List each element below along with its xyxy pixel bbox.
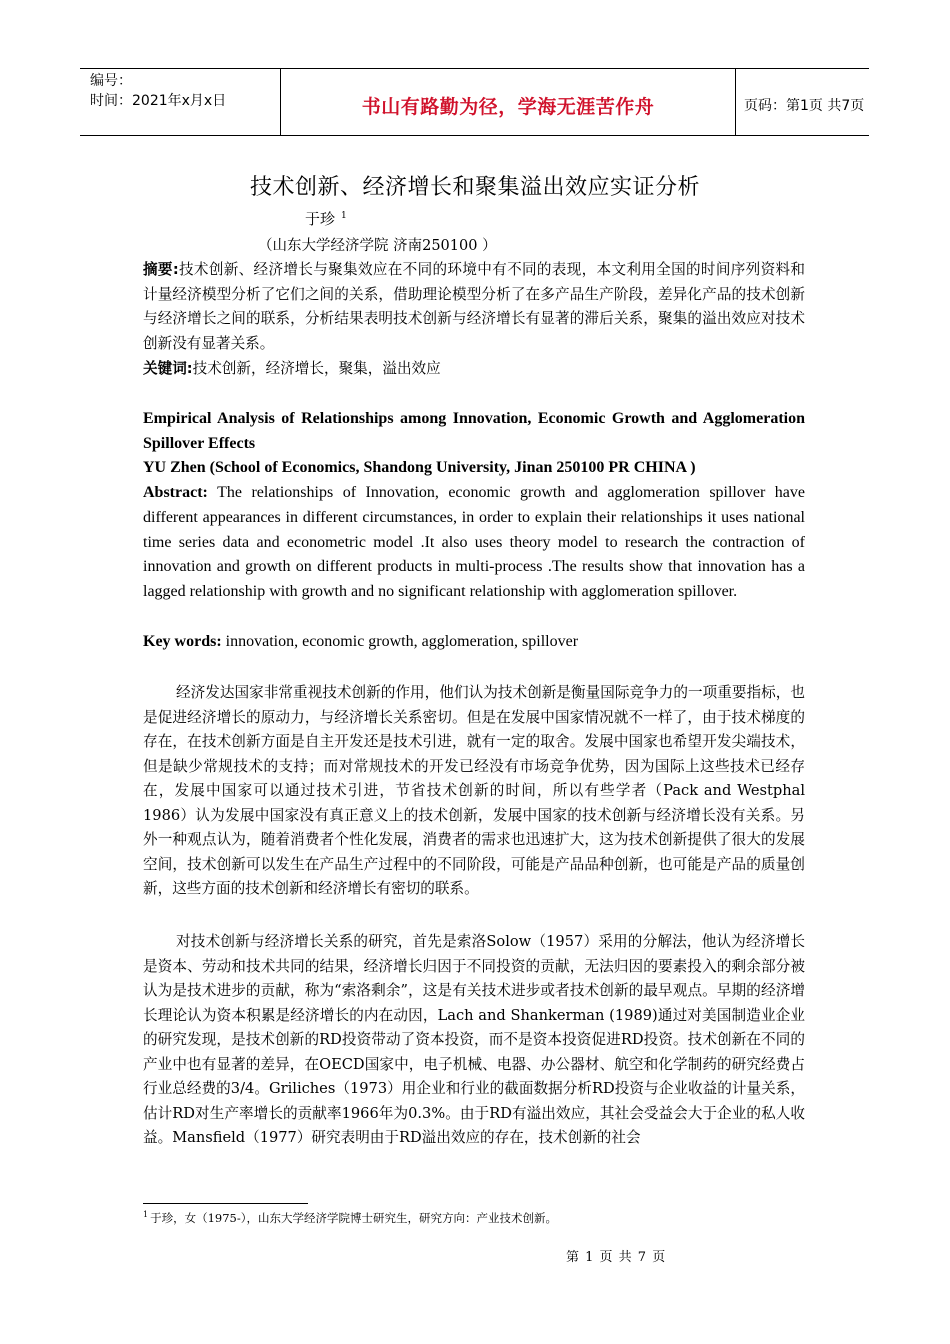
footnote-divider	[143, 1203, 308, 1204]
abstract-en	[143, 481, 805, 605]
footnote-mark: 1	[143, 1210, 149, 1220]
paper-affiliation: （山东大学经济学院 济南250100 ）	[258, 238, 497, 254]
english-title: Empirical Analysis of Relationships among Innovation, Economic Growth and Agglomeration Spillover Effects	[143, 410, 805, 452]
keywords-en-text: innovation, economic growth, agglomeration, spillover	[221, 633, 579, 650]
keywords-zh	[143, 357, 805, 382]
author-footnote-mark: 1	[341, 211, 347, 221]
abstract-en-label: Abstract:	[143, 484, 208, 501]
keywords-en	[143, 630, 805, 655]
header-code-label: 编号：	[90, 73, 132, 89]
body-paragraph-1-text: 经济发达国家非常重视技术创新的作用，他们认为技术创新是衡量国际竞争力的一项重要指标，也是促进经济增长的原动力，与经济增长关系密切。但是在发展中国家情况就不一样了，由于技术梯度的存在，在技术创新方面是自主开发还是技术引进，就有一定的取舍。发展中国家也希望开发尖端技术，但是缺少常规技术的支持；而对常规技术的开发已经没有市场竞争优势，因为国际上这些技术已经存在，发展中国家可以通过技术引进，节省技术创新的时间，所以有些学者（Pack and Westphal 1986）认为发展中国家没有真正意义上的技术创新，发展中国家的技术创新与经济增长没有关系。另外一种观点认为，随着消费者个性化发展，消费者的需求也迅速扩大，这为技术创新提供了很大的发展空间，技术创新可以发生在产品生产过程中的不同阶段，可能是产品品种创新，也可能是产品的质量创新，这些方面的技术创新和经济增长有密切的联系。	[143, 684, 805, 897]
page-number: 第 1 页 共 7 页	[566, 1250, 667, 1265]
author-name: 于珍	[305, 210, 336, 228]
page-header	[80, 68, 869, 136]
header-motto-cell	[280, 69, 736, 135]
abstract-en-text: The relationships of Innovation, economic growth and agglomeration spillover have different appearances in different circumstances, in order to explain their relationships it uses national time series data and econometric model .It also uses theory model to research the contraction of innovation and growth on different products in multi-process .The results show that innovation has a lagged relationship with growth and no significant relationship with agglomeration spillover.	[143, 484, 805, 601]
header-meta-cell	[80, 69, 280, 135]
paper-title: 技术创新、经济增长和聚集溢出效应实证分析	[249, 175, 700, 200]
keywords-zh-label: 关键词:	[143, 360, 193, 377]
body-paragraph-2	[143, 930, 805, 1151]
keywords-zh-text: 技术创新，经济增长，聚集，溢出效应	[192, 360, 441, 377]
header-motto: 书山有路勤为径，学海无涯苦作舟	[361, 95, 655, 118]
abstract-zh	[143, 258, 805, 356]
keywords-en-label: Key words:	[143, 633, 222, 650]
abstract-zh-label: 摘要:	[143, 261, 179, 278]
body-paragraph-2-text: 对技术创新与经济增长关系的研究，首先是索洛Solow（1957）采用的分解法，他认为经济增长是资本、劳动和技术共同的结果，经济增长归因于不同投资的贡献，无法归因的要素投入的剩余部分被认为是技术进步的贡献，称为“索洛剩余”，这是有关技术进步或者技术创新的最早观点。早期的经济增长理论认为资本积累是经济增长的内在动因，Lach and Shankerman (1989)通过对美国制造业企业的研究发现，是技术创新的RD投资带动了资本投资，而不是资本投资促进RD投资。技术创新在不同的产业中也有显著的差异，在OECD国家中，电子机械、电器、办公器材、航空和化学制药的研究经费占行业总经费的3/4。Griliches（1973）用企业和行业的截面数据分析RD投资与企业收益的计量关系，估计RD对生产率增长的贡献率1966年为0.3%。由于RD有溢出效应，其社会受益会大于企业的私人收益。Mansfield（1977）研究表明由于RD溢出效应的存在，技术创新的社会	[143, 933, 805, 1146]
abstract-zh-text: 技术创新、经济增长与聚集效应在不同的环境中有不同的表现，本文利用全国的时间序列资料和计量经济模型分析了它们之间的关系，借助理论模型分析了在多产品生产阶段，差异化产品的技术创新与经济增长之间的联系，分析结果表明技术创新与经济增长有显著的滞后关系，聚集的溢出效应对技术创新没有显著关系。	[143, 261, 805, 352]
footnote	[143, 1210, 557, 1226]
header-time-label: 时间：2021年x月x日	[90, 93, 227, 109]
paper-author	[305, 208, 347, 229]
body-paragraph-1	[143, 681, 805, 902]
header-page-info: 页码：第1页 共7页	[744, 98, 865, 114]
footnote-text: 于珍，女（1975-），山东大学经济学院博士研究生，研究方向：产业技术创新。	[150, 1211, 557, 1225]
header-page-cell	[736, 69, 869, 135]
english-author: YU Zhen (School of Economics, Shandong University, Jinan 250100 PR CHINA )	[143, 459, 696, 476]
